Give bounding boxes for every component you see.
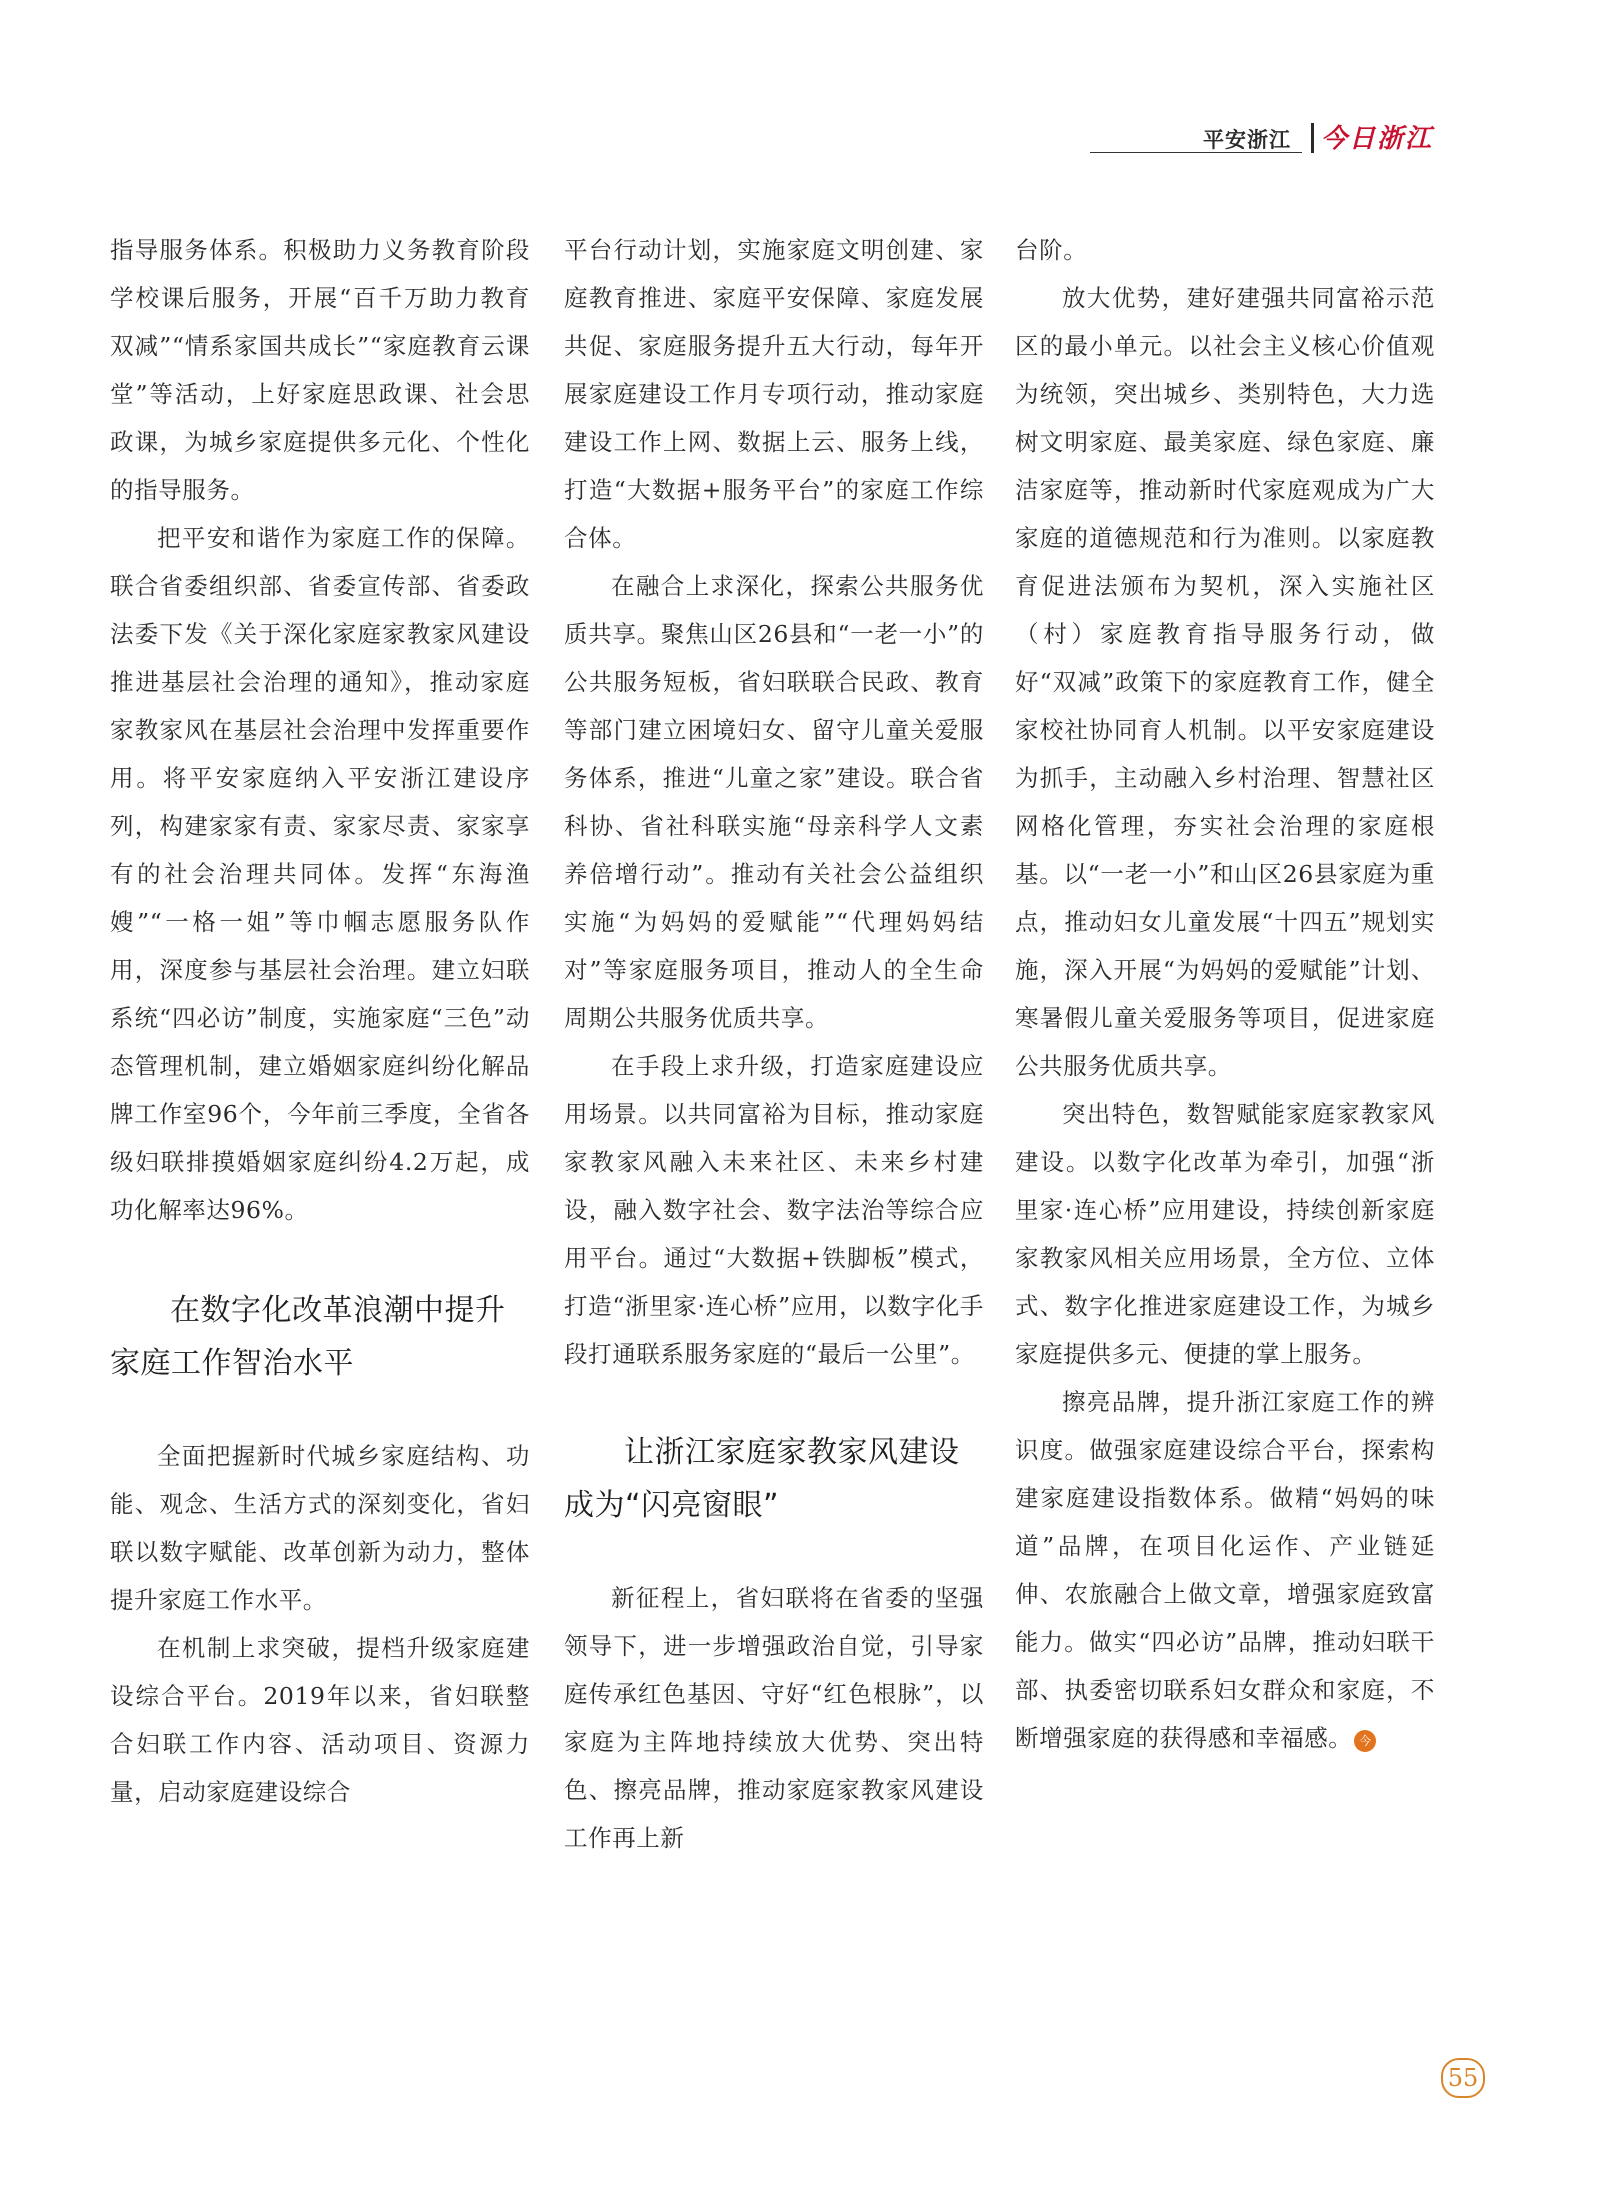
section-title: 平安浙江 — [1203, 128, 1291, 152]
article-column-3 — [1015, 226, 1435, 1762]
paragraph: 在机制上求突破，提档升级家庭建设综合平台。2019年以来，省妇联整合妇联工作内容、活动项目、资源力量，启动家庭建设综合 — [110, 1634, 530, 1806]
magazine-logo: 今日浙江 — [1321, 124, 1434, 154]
page-number: 55 — [1441, 2058, 1485, 2098]
section-heading: 让浙江家庭家教家风建设成为“闪亮窗眼” — [564, 1435, 960, 1523]
article-column-2 — [564, 226, 984, 1862]
article-column-1 — [110, 226, 530, 1816]
header-divider — [1311, 123, 1314, 153]
paragraph — [1015, 1378, 1435, 1762]
paragraph: 全面把握新时代城乡家庭结构、功能、观念、生活方式的深刻变化，省妇联以数字赋能、改革创新为动力，整体提升家庭工作水平。 — [110, 1442, 530, 1614]
paragraph: 把平安和谐作为家庭工作的保障。联合省委组织部、省委宣传部、省委政法委下发《关于深化家庭家教家风建设推进基层社会治理的通知》，推动家庭家教家风在基层社会治理中发挥重要作用。将平安家庭纳入平安浙江建设序列，构建家家有责、家家尽责、家家享有的社会治理共同体。发挥“东海渔嫂”“一格一姐”等巾帼志愿服务队作用，深度参与基层社会治理。建立妇联系统“四必访”制度，实施家庭“三色”动态管理机制，建立婚姻家庭纠纷化解品牌工作室96个，今年前三季度，全省各级妇联排摸婚姻家庭纠纷4.2万起，成功化解率达96%。 — [110, 524, 530, 1224]
paragraph: 放大优势，建好建强共同富裕示范区的最小单元。以社会主义核心价值观为统领，突出城乡、类别特色，大力选树文明家庭、最美家庭、绿色家庭、廉洁家庭等，推动新时代家庭观成为广大家庭的道德规范和行为准则。以家庭教育促进法颁布为契机，深入实施社区（村）家庭教育指导服务行动，做好“双减”政策下的家庭教育工作，健全家校社协同育人机制。以平安家庭建设为抓手，主动融入乡村治理、智慧社区网格化管理，夯实社会治理的家庭根基。以“一老一小”和山区26县家庭为重点，推动妇女儿童发展“十四五”规划实施，深入开展“为妈妈的爱赋能”计划、寒暑假儿童关爱服务等项目，促进家庭公共服务优质共享。 — [1015, 284, 1435, 1080]
end-mark-icon: 今 — [1354, 1730, 1376, 1752]
paragraph: 平台行动计划，实施家庭文明创建、家庭教育推进、家庭平安保障、家庭发展共促、家庭服务提升五大行动，每年开展家庭建设工作月专项行动，推动家庭建设工作上网、数据上云、服务上线，打造“大数据+服务平台”的家庭工作综合体。 — [564, 236, 984, 552]
paragraph: 新征程上，省妇联将在省委的坚强领导下，进一步增强政治自觉，引导家庭传承红色基因、守好“红色根脉”，以家庭为主阵地持续放大优势、突出特色、擦亮品牌，推动家庭家教家风建设工作再上新 — [564, 1584, 984, 1852]
paragraph: 突出特色，数智赋能家庭家教家风建设。以数字化改革为牵引，加强“浙里家·连心桥”应用建设，持续创新家庭家教家风相关应用场景，全方位、立体式、数字化推进家庭建设工作，为城乡家庭提供多元、便捷的掌上服务。 — [1015, 1100, 1435, 1368]
paragraph: 台阶。 — [1015, 236, 1088, 264]
section-heading: 在数字化改革浪潮中提升家庭工作智治水平 — [110, 1293, 506, 1381]
paragraph: 在融合上求深化，探索公共服务优质共享。聚焦山区26县和“一老一小”的公共服务短板，省妇联联合民政、教育等部门建立困境妇女、留守儿童关爱服务体系，推进“儿童之家”建设。联合省科协、省社科联实施“母亲科学人文素养倍增行动”。推动有关社会公益组织实施“为妈妈的爱赋能”“代理妈妈结对”等家庭服务项目，推动人的全生命周期公共服务优质共享。 — [564, 572, 984, 1032]
paragraph-text: 擦亮品牌，提升浙江家庭工作的辨识度。做强家庭建设综合平台，探索构建家庭建设指数体系。做精“妈妈的味道”品牌，在项目化运作、产业链延伸、农旅融合上做文章，增强家庭致富能力。做实“四必访”品牌，推动妇联干部、执委密切联系妇女群众和家庭，不断增强家庭的获得感和幸福感。 — [1015, 1388, 1435, 1752]
paragraph: 指导服务体系。积极助力义务教育阶段学校课后服务，开展“百千万助力教育双减”“情系家国共成长”“家庭教育云课堂”等活动，上好家庭思政课、社会思政课，为城乡家庭提供多元化、个性化的指导服务。 — [110, 236, 530, 504]
paragraph: 在手段上求升级，打造家庭建设应用场景。以共同富裕为目标，推动家庭家教家风融入未来社区、未来乡村建设，融入数字社会、数字法治等综合应用平台。通过“大数据+铁脚板”模式，打造“浙里家·连心桥”应用，以数字化手段打通联系服务家庭的“最后一公里”。 — [564, 1052, 984, 1368]
